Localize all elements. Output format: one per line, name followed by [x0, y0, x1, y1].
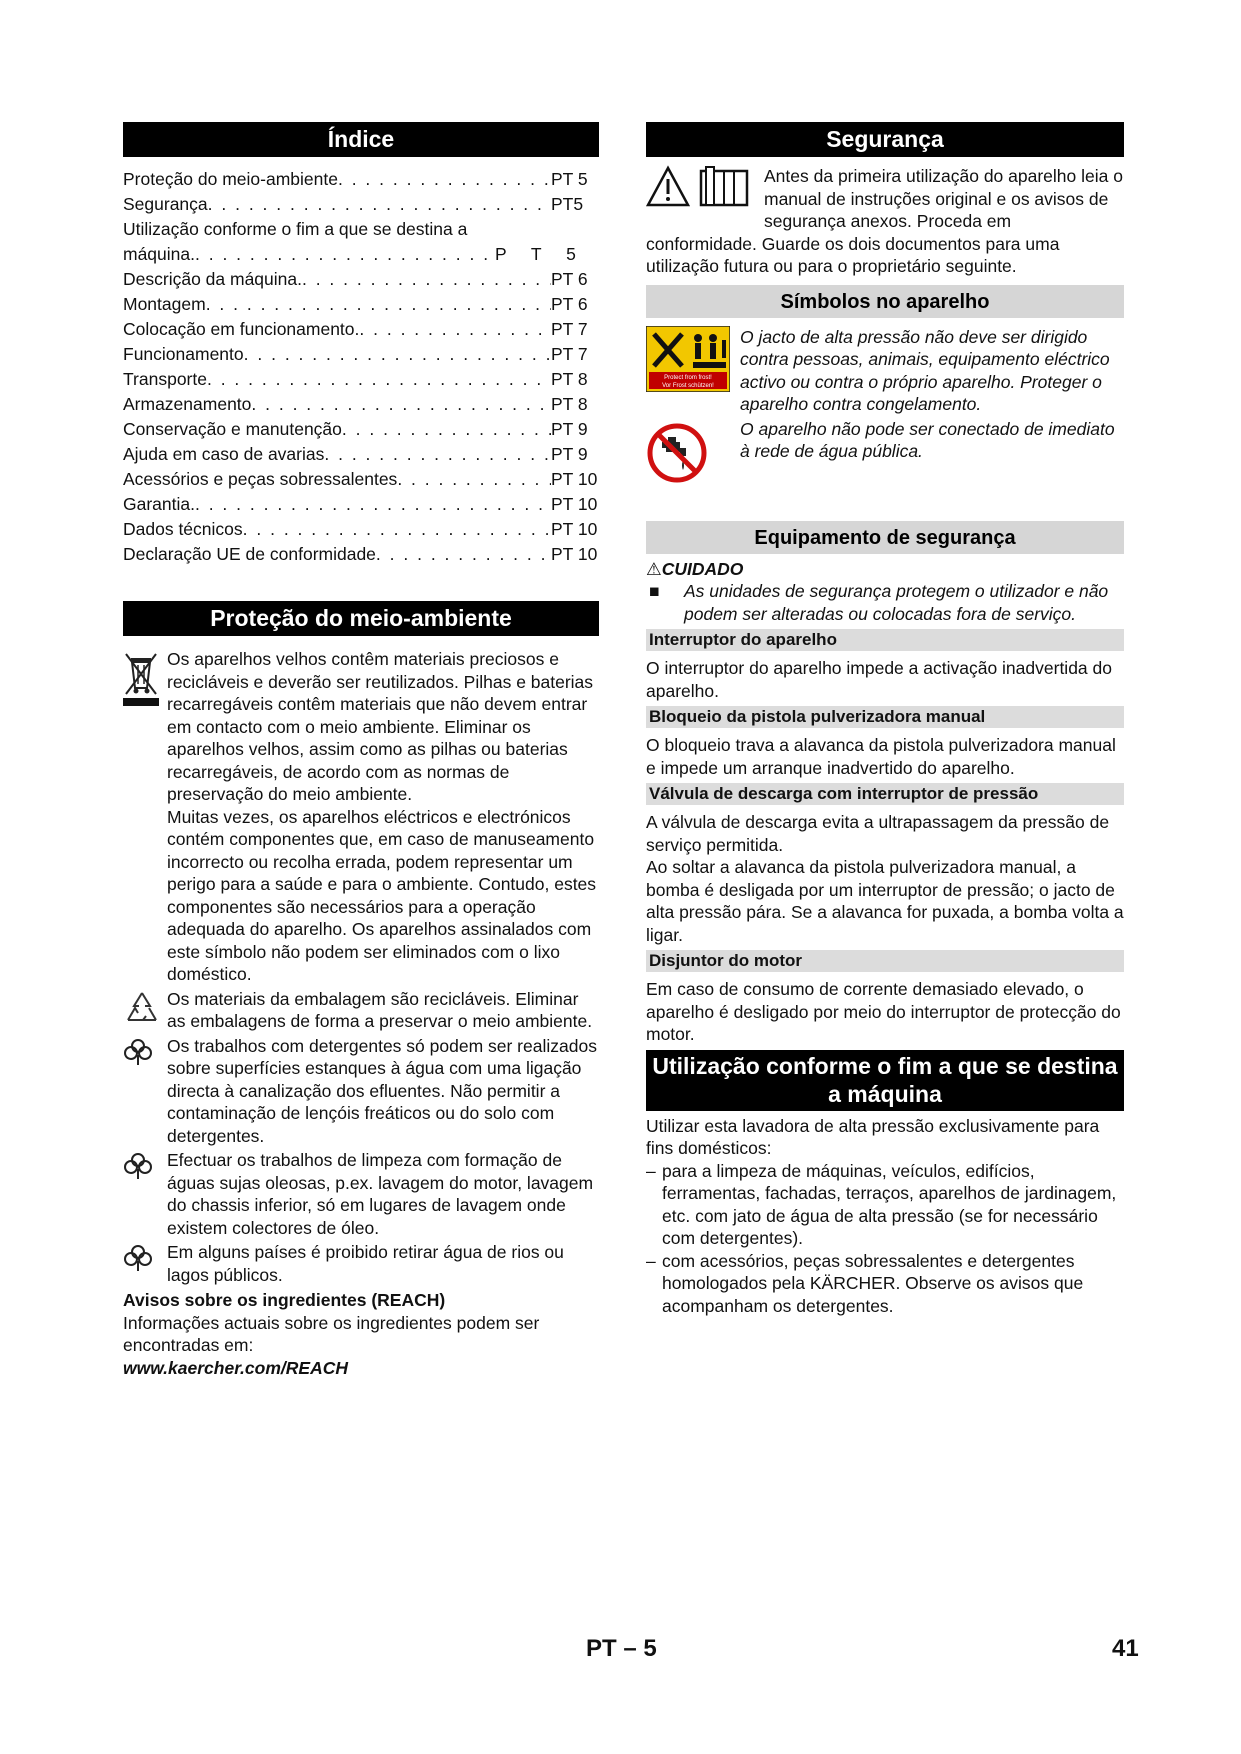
- oil-section: [123, 1149, 599, 1239]
- intended-use-heading: Utilização conforme o fim a que se destina a máquina: [646, 1050, 1124, 1111]
- toc-entry[interactable]: máquina. . . . P T 5: [123, 242, 599, 267]
- toc-entry[interactable]: Acessórios e peças sobressalentes . . . PT 10: [123, 467, 599, 492]
- valve-text-1: A válvula de descarga evita a ultrapassagem da pressão de serviço permitida.: [646, 812, 1110, 855]
- oil-text: Efectuar os trabalhos de limpeza com formação de águas sujas oleosas, p.ex. lavagem do motor, lavagem do chassis inferior, só em lugares de lavagem onde existem colectores de óleo.: [167, 1150, 594, 1238]
- weee-text-2: Muitas vezes, os aparelhos eléctricos e electrónicos contém componentes que, em caso de manuseamento incorrecto ou recolha errada, podem representar um perigo para a saúde e para o ambiente. Contudo, estes componentes são necessários para a operação adequada do aparelho. Os aparelhos assinalados com este símbolo não podem ser eliminados com o lixo doméstico.: [167, 806, 597, 984]
- lock-text: O bloqueio trava a alavanca da pistola pulverizadora manual e impede um arranque inadvertido do aparelho.: [646, 735, 1116, 778]
- environment-tree-icon: [123, 1241, 167, 1278]
- high-pressure-warning-icon: [646, 326, 740, 397]
- motor-heading: Disjuntor do motor: [646, 950, 1124, 972]
- recycling-icon: [123, 988, 167, 1033]
- symbol-jet-text: O jacto de alta pressão não deve ser dirigido contra pessoas, animais, equipamento eléctrico activo ou contra o próprio aparelho. Proteger o aparelho contra congelamento.: [740, 326, 1110, 414]
- packaging-text: Os materiais da embalagem são recicláveis. Eliminar as embalagens de forma a preservar o meio ambiente.: [167, 988, 593, 1031]
- toc-entry[interactable]: Armazenamento . . . PT 8: [123, 392, 599, 417]
- toc-entry[interactable]: Colocação em funcionamento. . . . PT 7: [123, 317, 599, 342]
- motor-text: Em caso de consumo de corrente demasiado elevado, o aparelho é desligado por meio do interruptor de protecção do motor.: [646, 979, 1121, 1044]
- frost-label-en: Protect from frost!: [664, 374, 712, 381]
- packaging-section: [123, 988, 599, 1033]
- safety-equipment-heading: Equipamento de segurança: [646, 521, 1124, 554]
- symbol-water-section: [646, 418, 1124, 489]
- caution-bullet: ■ As unidades de segurança protegem o utilizador e não podem ser alteradas ou colocadas fora de serviço.: [646, 580, 1124, 625]
- environment-tree-icon: [123, 1149, 167, 1186]
- switch-heading: Interruptor do aparelho: [646, 629, 1124, 651]
- toc-entry[interactable]: Declaração UE de conformidade . . . PT 10: [123, 542, 599, 567]
- safety-heading: Segurança: [646, 122, 1124, 157]
- reach-link[interactable]: www.kaercher.com/REACH: [123, 1357, 348, 1378]
- warning-manual-icons: [646, 165, 764, 211]
- toc-entry[interactable]: Transporte . . . PT 8: [123, 367, 599, 392]
- toc-entry[interactable]: Dados técnicos . . . PT 10: [123, 517, 599, 542]
- manual-book-icon: [701, 167, 747, 205]
- safety-intro: [646, 165, 1124, 278]
- toc-entry[interactable]: Proteção do meio-ambiente . . . PT 5: [123, 167, 599, 192]
- symbol-water-text: O aparelho não pode ser conectado de imediato à rede de água pública.: [740, 418, 1115, 461]
- bullet-square-icon: ■: [649, 581, 660, 601]
- symbols-heading: Símbolos no aparelho: [646, 285, 1124, 318]
- valve-text-2: Ao soltar a alavanca da pistola pulverizadora manual, a bomba é desligada por um interruptor de pressão; o jacto de alta pressão pára. Se a alavanca for puxada, a bomba volta a ligar.: [646, 857, 1124, 945]
- lock-heading: Bloqueio da pistola pulverizadora manual: [646, 706, 1124, 728]
- no-direct-water-connection-icon: [646, 418, 740, 489]
- footer-page-number: 41: [1112, 1635, 1139, 1662]
- caution-label: ⚠CUIDADO: [646, 558, 744, 579]
- index-heading: Índice: [123, 122, 599, 157]
- table-of-contents: [123, 167, 599, 567]
- toc-entry[interactable]: Descrição da máquina. . . . PT 6: [123, 267, 599, 292]
- caution-triangle-icon: ⚠: [646, 558, 662, 579]
- intended-use-intro: Utilizar esta lavadora de alta pressão exclusivamente para fins domésticos:: [646, 1115, 1100, 1158]
- toc-entry-line1[interactable]: Utilização conforme o fim a que se destina a: [123, 219, 468, 239]
- detergent-section: [123, 1035, 599, 1148]
- weee-section: [123, 648, 599, 986]
- toc-entry[interactable]: Segurança . . . PT5: [123, 192, 599, 217]
- toc-entry[interactable]: Conservação e manutenção . . . PT 9: [123, 417, 599, 442]
- toc-entry[interactable]: Garantia. . . . PT 10: [123, 492, 599, 517]
- left-column: [123, 122, 599, 1379]
- environment-tree-icon: [123, 1035, 167, 1072]
- detergent-text: Os trabalhos com detergentes só podem ser realizados sobre superfícies estanques à água com uma ligação directa à canalização dos efluentes. Não permitir a contaminação de lençóis freáticos ou do solo com detergentes.: [167, 1035, 597, 1146]
- crossed-bin-icon: [123, 648, 167, 713]
- toc-entry[interactable]: Funcionamento . . . PT 7: [123, 342, 599, 367]
- switch-text: O interruptor do aparelho impede a activação inadvertida do aparelho.: [646, 658, 1112, 701]
- symbol-jet-section: [646, 326, 1124, 416]
- environment-heading: Proteção do meio-ambiente: [123, 601, 599, 636]
- intended-use-item: – com acessórios, peças sobressalentes e detergentes homologados pela KÄRCHER. Observe os avisos que acompanham os detergentes.: [646, 1250, 1084, 1316]
- toc-entry[interactable]: Montagem . . . PT 6: [123, 292, 599, 317]
- reach-heading: Avisos sobre os ingredientes (REACH): [123, 1290, 446, 1310]
- toc-entry[interactable]: Ajuda em caso de avarias . . . PT 9: [123, 442, 599, 467]
- reach-text: Informações actuais sobre os ingredientes podem ser encontradas em:: [123, 1312, 540, 1355]
- water-source-text: Em alguns países é proibido retirar água de rios ou lagos públicos.: [167, 1242, 564, 1285]
- right-column: [646, 122, 1124, 1317]
- valve-heading: Válvula de descarga com interruptor de pressão: [646, 783, 1124, 805]
- intended-use-item: – para a limpeza de máquinas, veículos, edifícios, ferramentas, fachadas, terraços, aparelhos de jardinagem, etc. com jato de água de alta pressão (se for necessário com detergentes).: [646, 1160, 1117, 1248]
- footer-section-page: PT – 5: [586, 1635, 657, 1662]
- water-source-section: [123, 1241, 599, 1286]
- weee-text: Os aparelhos velhos contêm materiais preciosos e recicláveis e deverão ser reutilizados. Pilhas e baterias recarregáveis contêm materiais que não devem entrar em contacto com o meio ambiente. Eliminar os aparelhos velhos, assim como as pilhas ou baterias recarregáveis, de acordo com as normas de preservação do meio ambiente.: [167, 649, 594, 804]
- safety-intro-text: Antes da primeira utilização do aparelho leia o manual de instruções original e os avisos de segurança anexos. Proceda em conformidade. Guarde os dois documentos para uma utilização futura ou para o proprietário seguinte.: [646, 166, 1123, 276]
- frost-label-de: Vor Frost schützen!: [662, 382, 714, 389]
